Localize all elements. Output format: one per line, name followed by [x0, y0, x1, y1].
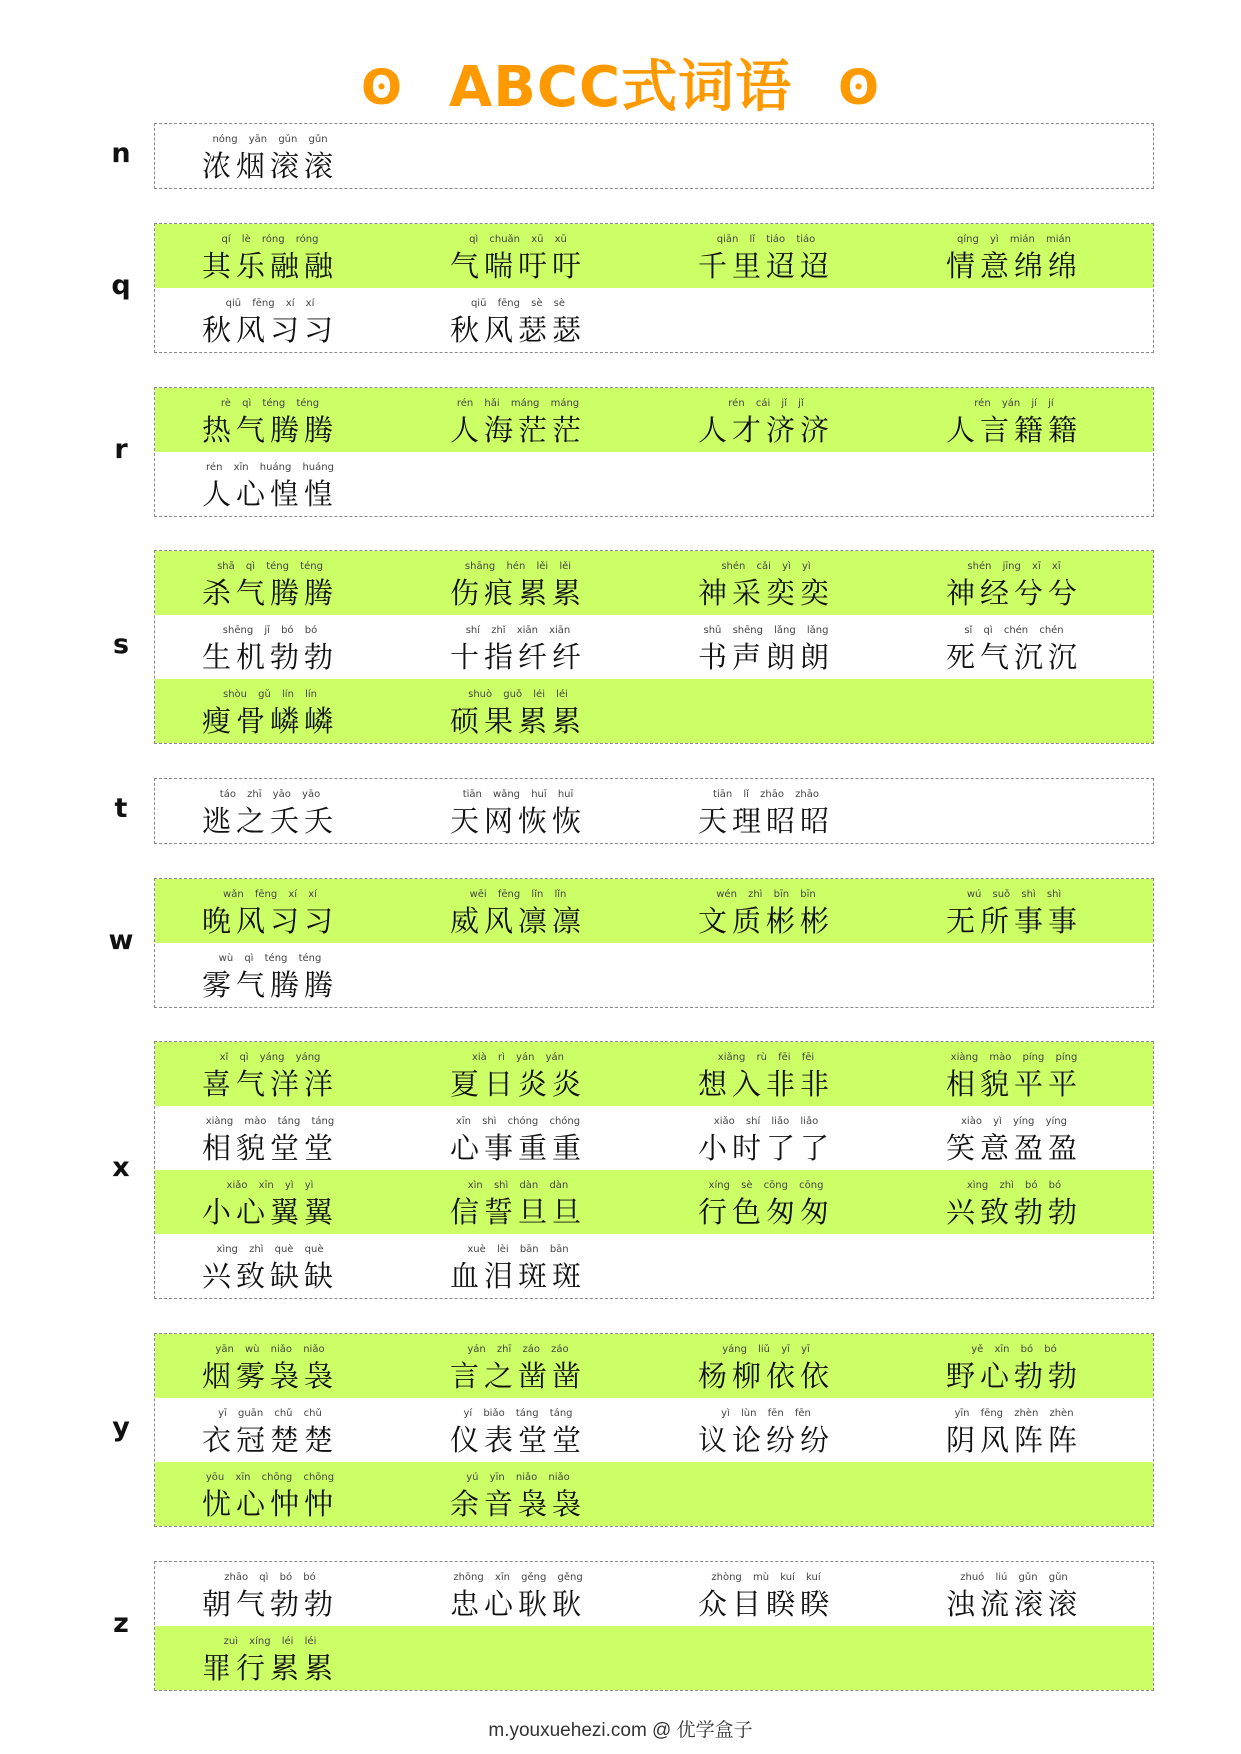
word-hanzi: 小时了了 — [697, 1131, 834, 1165]
word-pinyin: yě xīn bó bó — [971, 1344, 1057, 1355]
page-title — [0, 48, 1241, 128]
word-row — [155, 943, 1153, 1007]
word-entry — [929, 224, 1099, 288]
section-box — [154, 223, 1154, 353]
section-box — [154, 1333, 1154, 1527]
word-entry — [185, 1334, 355, 1398]
word-row — [155, 615, 1153, 679]
word-row — [155, 1042, 1153, 1106]
word-entry — [433, 1042, 603, 1106]
word-row — [155, 1562, 1153, 1626]
word-hanzi: 笑意盈盈 — [945, 1131, 1082, 1165]
word-row — [155, 388, 1153, 452]
word-entry — [185, 615, 355, 679]
word-hanzi: 十指纤纤 — [449, 640, 586, 674]
word-hanzi: 杨柳依依 — [697, 1359, 834, 1393]
word-entry — [681, 224, 851, 288]
word-pinyin: shāng hén lěi lěi — [464, 561, 572, 572]
word-hanzi: 议论纷纷 — [697, 1423, 834, 1457]
word-pinyin: xiǎo xīn yì yì — [226, 1180, 314, 1191]
word-pinyin: xíng sè cōng cōng — [708, 1180, 824, 1191]
word-entry — [681, 1398, 851, 1462]
section-box — [154, 1041, 1154, 1299]
word-pinyin: qì chuǎn xū xū — [469, 234, 567, 245]
word-hanzi: 千里迢迢 — [697, 249, 834, 283]
word-pinyin: zuì xíng léi léi — [223, 1636, 317, 1647]
word-row — [155, 1106, 1153, 1170]
word-pinyin: zhòng mù kuí kuí — [711, 1572, 821, 1583]
title-text: ABCC式词语 — [448, 55, 793, 120]
word-row — [155, 1462, 1153, 1526]
word-hanzi: 相貌堂堂 — [201, 1131, 338, 1165]
word-entry — [185, 288, 355, 352]
word-entry — [185, 452, 355, 516]
word-pinyin: zhōng xīn gěng gěng — [453, 1572, 583, 1583]
word-entry — [433, 615, 603, 679]
word-pinyin: shí zhǐ xiān xiān — [465, 625, 571, 636]
section-letter: w — [108, 925, 134, 956]
word-hanzi: 逃之夭夭 — [201, 804, 338, 838]
word-pinyin: shēng jī bó bó — [222, 625, 318, 636]
word-row — [155, 879, 1153, 943]
word-pinyin: táo zhī yāo yāo — [219, 789, 321, 800]
word-hanzi: 仪表堂堂 — [449, 1423, 586, 1457]
word-hanzi: 秋风瑟瑟 — [449, 313, 586, 347]
word-entry — [433, 224, 603, 288]
section-letter: t — [114, 793, 128, 824]
word-entry — [433, 1398, 603, 1462]
word-entry — [681, 1042, 851, 1106]
word-row — [155, 452, 1153, 516]
word-pinyin: nóng yān gǔn gǔn — [212, 134, 328, 145]
word-entry — [185, 1398, 355, 1462]
word-row — [155, 1398, 1153, 1462]
word-pinyin: qiū fēng xí xí — [225, 298, 315, 309]
word-hanzi: 情意绵绵 — [945, 249, 1082, 283]
word-entry — [185, 879, 355, 943]
word-entry — [433, 1462, 603, 1526]
word-entry — [681, 388, 851, 452]
word-hanzi: 其乐融融 — [201, 249, 338, 283]
section-letter: q — [111, 270, 131, 301]
word-pinyin: yí biǎo táng táng — [463, 1408, 573, 1419]
word-row — [155, 551, 1153, 615]
word-hanzi: 小心翼翼 — [201, 1195, 338, 1229]
word-hanzi: 浓烟滚滚 — [201, 149, 338, 183]
word-hanzi: 衣冠楚楚 — [201, 1423, 338, 1457]
word-hanzi: 信誓旦旦 — [449, 1195, 586, 1229]
word-hanzi: 朝气勃勃 — [201, 1587, 338, 1621]
word-entry — [929, 615, 1099, 679]
section-box — [154, 878, 1154, 1008]
word-entry — [433, 879, 603, 943]
word-pinyin: yú yīn niǎo niǎo — [466, 1472, 570, 1483]
word-pinyin: xiǎo shí liǎo liǎo — [713, 1116, 819, 1127]
word-hanzi: 人言籍籍 — [945, 413, 1082, 447]
word-hanzi: 忧心忡忡 — [201, 1487, 338, 1521]
word-hanzi: 瘦骨嶙嶙 — [201, 704, 338, 738]
word-row — [155, 679, 1153, 743]
word-pinyin: qiān lǐ tiáo tiáo — [716, 234, 816, 245]
word-pinyin: xuè lèi bān bān — [467, 1244, 569, 1255]
word-pinyin: tiān wǎng huī huī — [462, 789, 574, 800]
word-hanzi: 兴致勃勃 — [945, 1195, 1082, 1229]
word-hanzi: 文质彬彬 — [697, 904, 834, 938]
word-hanzi: 罪行累累 — [201, 1651, 338, 1685]
word-hanzi: 神经兮兮 — [945, 576, 1082, 610]
title-right-ornament: ʘ — [838, 60, 880, 116]
word-pinyin: xiàng mào píng píng — [950, 1052, 1078, 1063]
word-pinyin: wēi fēng lǐn lǐn — [469, 889, 567, 900]
word-pinyin: tiān lǐ zhāo zhāo — [713, 789, 819, 800]
word-hanzi: 众目睽睽 — [697, 1587, 834, 1621]
word-pinyin: yī guān chǔ chǔ — [218, 1408, 322, 1419]
word-hanzi: 气喘吁吁 — [449, 249, 586, 283]
word-entry — [433, 1234, 603, 1298]
word-row — [155, 779, 1153, 843]
word-pinyin: yì lùn fēn fēn — [721, 1408, 811, 1419]
word-entry — [929, 1106, 1099, 1170]
word-hanzi: 想入非非 — [697, 1067, 834, 1101]
word-row — [155, 224, 1153, 288]
word-pinyin: wú suǒ shì shì — [966, 889, 1062, 900]
section-box — [154, 778, 1154, 844]
section-box — [154, 123, 1154, 189]
word-hanzi: 人心惶惶 — [201, 477, 338, 511]
word-hanzi: 无所事事 — [945, 904, 1082, 938]
word-hanzi: 人海茫茫 — [449, 413, 586, 447]
word-hanzi: 神采奕奕 — [697, 576, 834, 610]
word-hanzi: 死气沉沉 — [945, 640, 1082, 674]
word-hanzi: 晚风习习 — [201, 904, 338, 938]
word-entry — [433, 1334, 603, 1398]
word-pinyin: sǐ qì chén chén — [964, 625, 1064, 636]
word-pinyin: xìng zhì què què — [216, 1244, 324, 1255]
word-hanzi: 血泪斑斑 — [449, 1259, 586, 1293]
word-hanzi: 夏日炎炎 — [449, 1067, 586, 1101]
word-hanzi: 兴致缺缺 — [201, 1259, 338, 1293]
word-entry — [681, 615, 851, 679]
section-letter: x — [112, 1152, 130, 1183]
word-entry — [681, 551, 851, 615]
section-letter: y — [112, 1412, 130, 1443]
section-box — [154, 550, 1154, 744]
word-pinyin: qíng yì mián mián — [956, 234, 1071, 245]
word-pinyin: yáng liǔ yī yī — [722, 1344, 810, 1355]
word-entry — [433, 1106, 603, 1170]
word-entry — [433, 1562, 603, 1626]
word-row — [155, 1234, 1153, 1298]
word-entry — [929, 1398, 1099, 1462]
word-hanzi: 浊流滚滚 — [945, 1587, 1082, 1621]
word-pinyin: yán zhī záo záo — [467, 1344, 569, 1355]
word-entry — [433, 288, 603, 352]
section-letter: z — [113, 1608, 129, 1639]
section-letter: n — [111, 138, 131, 169]
word-hanzi: 阴风阵阵 — [945, 1423, 1082, 1457]
word-entry — [681, 1106, 851, 1170]
word-pinyin: qiū fēng sè sè — [470, 298, 566, 309]
word-pinyin: xiàng mào táng táng — [205, 1116, 335, 1127]
word-pinyin: yīn fēng zhèn zhèn — [954, 1408, 1074, 1419]
word-hanzi: 秋风习习 — [201, 313, 338, 347]
word-hanzi: 言之凿凿 — [449, 1359, 586, 1393]
word-entry — [433, 679, 603, 743]
word-pinyin: xiào yì yíng yíng — [961, 1116, 1067, 1127]
word-hanzi: 天理昭昭 — [697, 804, 834, 838]
word-hanzi: 喜气洋洋 — [201, 1067, 338, 1101]
word-hanzi: 烟雾袅袅 — [201, 1359, 338, 1393]
word-hanzi: 相貌平平 — [945, 1067, 1082, 1101]
word-entry — [185, 1106, 355, 1170]
word-row — [155, 1170, 1153, 1234]
word-pinyin: qí lè róng róng — [221, 234, 319, 245]
word-hanzi: 硕果累累 — [449, 704, 586, 738]
word-pinyin: yān wù niǎo niǎo — [215, 1344, 325, 1355]
word-hanzi: 行色匆匆 — [697, 1195, 834, 1229]
word-entry — [929, 1042, 1099, 1106]
word-entry — [185, 1042, 355, 1106]
word-pinyin: zhāo qì bó bó — [224, 1572, 316, 1583]
word-pinyin: shū shēng lǎng lǎng — [703, 625, 829, 636]
word-entry — [681, 779, 851, 843]
word-pinyin: xìng zhì bó bó — [966, 1180, 1062, 1191]
word-entry — [929, 1562, 1099, 1626]
word-entry — [433, 779, 603, 843]
word-pinyin: rén cái jǐ jǐ — [728, 398, 804, 409]
word-pinyin: shén jīng xī xī — [967, 561, 1061, 572]
word-hanzi: 热气腾腾 — [201, 413, 338, 447]
word-entry — [185, 551, 355, 615]
word-hanzi: 伤痕累累 — [449, 576, 586, 610]
word-entry — [681, 879, 851, 943]
word-hanzi: 心事重重 — [449, 1131, 586, 1165]
word-pinyin: rén yán jí jí — [974, 398, 1054, 409]
word-entry — [185, 1562, 355, 1626]
word-pinyin: rè qì téng téng — [220, 398, 320, 409]
word-entry — [929, 388, 1099, 452]
word-row — [155, 288, 1153, 352]
word-entry — [929, 551, 1099, 615]
word-pinyin: shòu gǔ lín lín — [222, 689, 317, 700]
word-entry — [433, 388, 603, 452]
word-entry — [185, 1234, 355, 1298]
word-row — [155, 124, 1153, 188]
word-row — [155, 1334, 1153, 1398]
section-letter: r — [114, 434, 128, 465]
word-entry — [185, 124, 355, 188]
word-hanzi: 野心勃勃 — [945, 1359, 1082, 1393]
word-hanzi: 人才济济 — [697, 413, 834, 447]
word-entry — [929, 1334, 1099, 1398]
word-entry — [185, 679, 355, 743]
word-pinyin: wén zhì bīn bīn — [716, 889, 816, 900]
word-row — [155, 1626, 1153, 1690]
word-pinyin: xìn shì dàn dàn — [467, 1180, 569, 1191]
word-pinyin: shuò guǒ léi léi — [468, 689, 568, 700]
section-box — [154, 387, 1154, 517]
word-hanzi: 杀气腾腾 — [201, 576, 338, 610]
word-entry — [929, 1170, 1099, 1234]
word-entry — [185, 1170, 355, 1234]
word-hanzi: 书声朗朗 — [697, 640, 834, 674]
word-hanzi: 雾气腾腾 — [201, 968, 338, 1002]
word-hanzi: 天网恢恢 — [449, 804, 586, 838]
word-entry — [185, 943, 355, 1007]
word-pinyin: wù qì téng téng — [218, 953, 322, 964]
word-entry — [929, 879, 1099, 943]
section-letter: s — [112, 629, 130, 660]
word-entry — [681, 1562, 851, 1626]
title-left-ornament: ʘ — [361, 60, 403, 116]
word-pinyin: wǎn fēng xí xí — [223, 889, 317, 900]
word-pinyin: shén cǎi yì yì — [721, 561, 811, 572]
word-pinyin: xīn shì chóng chóng — [455, 1116, 581, 1127]
word-hanzi: 威风凛凛 — [449, 904, 586, 938]
word-pinyin: xià rì yán yán — [471, 1052, 565, 1063]
word-entry — [185, 1462, 355, 1526]
footer-source: m.youxuehezi.com @ 优学盒子 — [488, 1720, 753, 1741]
word-entry — [433, 551, 603, 615]
word-pinyin: xǐ qì yáng yáng — [219, 1052, 321, 1063]
word-hanzi: 忠心耿耿 — [449, 1587, 586, 1621]
word-pinyin: rén hǎi máng máng — [456, 398, 580, 409]
word-pinyin: zhuó liú gǔn gǔn — [960, 1572, 1068, 1583]
word-entry — [681, 1170, 851, 1234]
word-entry — [681, 1334, 851, 1398]
word-entry — [185, 224, 355, 288]
word-hanzi: 生机勃勃 — [201, 640, 338, 674]
word-entry — [185, 1626, 355, 1690]
word-pinyin: xiǎng rù fēi fēi — [717, 1052, 815, 1063]
word-pinyin: yōu xīn chōng chōng — [205, 1472, 335, 1483]
word-entry — [433, 1170, 603, 1234]
word-entry — [185, 779, 355, 843]
word-pinyin: rén xīn huáng huáng — [206, 462, 334, 473]
word-pinyin: shā qì téng téng — [217, 561, 323, 572]
section-box — [154, 1561, 1154, 1691]
word-entry — [185, 388, 355, 452]
word-hanzi: 余音袅袅 — [449, 1487, 586, 1521]
